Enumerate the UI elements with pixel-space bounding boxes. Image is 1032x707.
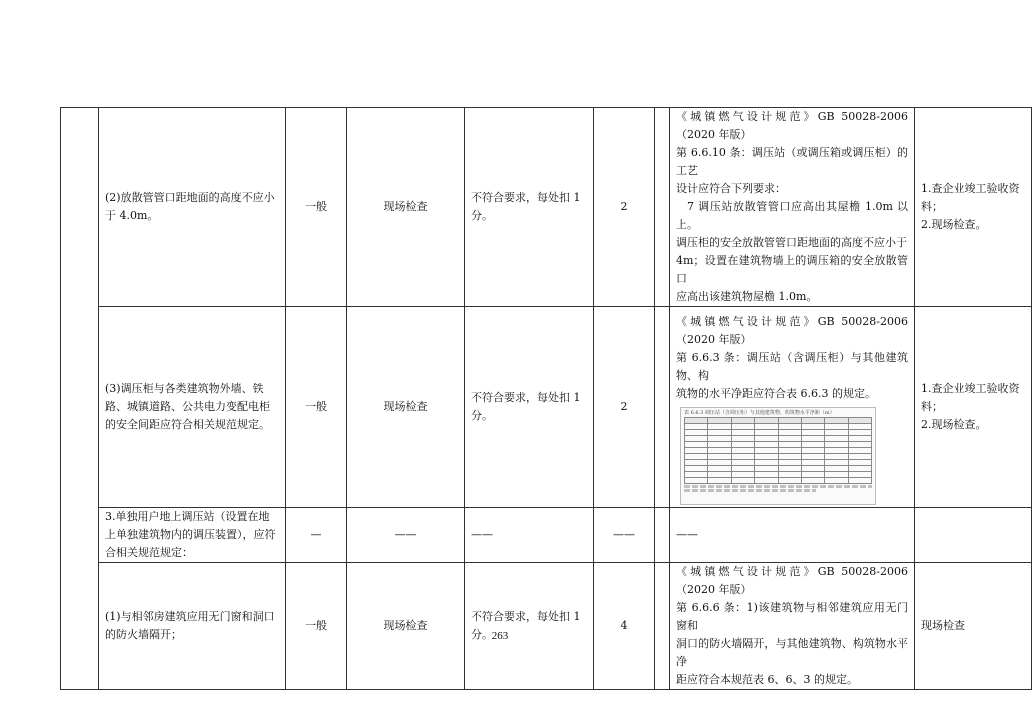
standard-line: —— <box>676 528 698 541</box>
deduct-cell: 不符合要求，每处扣 1 分。 <box>465 563 594 690</box>
evidence-line: 1.查企业竣工验收资 <box>921 382 1020 395</box>
category-cell <box>61 108 99 690</box>
evidence-line: 料； <box>921 200 943 213</box>
standard-cell <box>670 307 915 508</box>
table-row <box>61 108 1032 307</box>
thumbnail-grid-cell <box>848 478 871 484</box>
level-cell: 一般 <box>286 307 347 508</box>
standard-line: 第 6.6.3 条：调压站（含调压柜）与其他建筑物、构 <box>676 351 908 382</box>
evidence-line: 现场检查 <box>921 619 965 632</box>
item-cell: (1)与相邻房建筑应用无门窗和洞口的防火墙隔开； <box>99 563 286 690</box>
item-cell: (2)放散管管口距地面的高度不应小于 4.0m。 <box>99 108 286 307</box>
thumbnail-grid-cell <box>825 478 848 484</box>
table-notes <box>684 485 872 488</box>
evidence-line: 2.现场检查。 <box>921 218 987 231</box>
item-cell: 3.单独用户地上调压站（设置在地上单独建筑物内的调压装置），应符合相关规范规定： <box>99 508 286 563</box>
thumbnail-grid-cell <box>708 478 731 484</box>
standard-line: 设计应符合下列要求： <box>676 182 786 195</box>
evidence-cell <box>915 108 1032 307</box>
standard-line: 7 调压站放散管管口应高出其屋檐 1.0m 以上。 <box>676 200 908 231</box>
standard-line: 4m；设置在建筑物墙上的调压箱的安全放散管口 <box>676 254 908 285</box>
table-row <box>61 307 1032 508</box>
score-cell: —— <box>594 508 655 563</box>
standard-cell <box>670 108 915 307</box>
table-row <box>61 563 1032 690</box>
item-cell: (3)调压柜与各类建筑物外墙、铁路、城镇道路、公共电力变配电柜的安全间距应符合相关规范规定。 <box>99 307 286 508</box>
standard-line: 洞口的防火墙隔开，与其他建筑物、构筑物水平净 <box>676 637 908 668</box>
table-caption: 表 6.6.3 调压站（含调压柜）与其他建筑物、构筑物水平净距（m） <box>684 410 835 416</box>
evidence-cell <box>915 563 1032 690</box>
spacer-cell <box>655 563 670 690</box>
standard-line: 第 6.6.10 条：调压站（或调压箱或调压柜）的工艺 <box>676 146 908 177</box>
table-notes <box>684 489 816 492</box>
standard-line: 筑物的水平净距应符合表 6.6.3 的规定。 <box>676 387 876 400</box>
evidence-line: 料； <box>921 400 943 413</box>
table-row <box>61 508 1032 563</box>
thumbnail-grid-row <box>685 478 872 484</box>
evidence-line: 2.现场检查。 <box>921 418 987 431</box>
deduct-cell: 不符合要求，每处扣 1 分。 <box>465 108 594 307</box>
standard-line: 应高出该建筑物屋檐 1.0m。 <box>676 290 818 303</box>
spacer-cell <box>655 307 670 508</box>
level-cell: 一般 <box>286 563 347 690</box>
standard-cell <box>670 508 915 563</box>
score-cell: 2 <box>594 108 655 307</box>
evidence-cell <box>915 508 1032 563</box>
standard-cell <box>670 563 915 690</box>
thumbnail-grid-cell <box>731 478 754 484</box>
method-cell: 现场检查 <box>347 563 465 690</box>
standard-line: 第 6.6.6 条：1)该建筑物与相邻建筑应用无门窗和 <box>676 601 908 632</box>
evidence-cell <box>915 307 1032 508</box>
table-thumbnail-grid <box>684 417 872 484</box>
level-cell: 一般 <box>286 108 347 307</box>
standard-line: 《城镇燃气设计规范》GB 50028-2006（2020 年版） <box>676 565 908 596</box>
thumbnail-grid-cell <box>801 478 824 484</box>
deduct-cell: —— <box>465 508 594 563</box>
standard-line: 《城镇燃气设计规范》GB 50028-2006（2020 年版） <box>676 315 908 346</box>
spacer-cell <box>655 108 670 307</box>
thumbnail-grid-cell <box>755 478 778 484</box>
method-cell: 现场检查 <box>347 108 465 307</box>
thumbnail-grid-cell <box>778 478 801 484</box>
inspection-table <box>60 107 1032 690</box>
score-cell: 2 <box>594 307 655 508</box>
evidence-line: 1.查企业竣工验收资 <box>921 182 1020 195</box>
score-cell: 4 <box>594 563 655 690</box>
standard-line: 《城镇燃气设计规范》GB 50028-2006（2020 年版） <box>676 110 908 141</box>
standard-table-image <box>680 407 876 505</box>
method-cell: —— <box>347 508 465 563</box>
spacer-cell <box>655 508 670 563</box>
thumbnail-grid-cell <box>685 478 708 484</box>
page-number: 263 <box>491 630 509 642</box>
level-cell: — <box>286 508 347 563</box>
standard-line: 调压柜的安全放散管管口距地面的高度不应小于 <box>676 236 907 249</box>
deduct-cell: 不符合要求，每处扣 1 分。 <box>465 307 594 508</box>
method-cell: 现场检查 <box>347 307 465 508</box>
standard-line: 距应符合本规范表 6、6、3 的规定。 <box>676 673 858 686</box>
